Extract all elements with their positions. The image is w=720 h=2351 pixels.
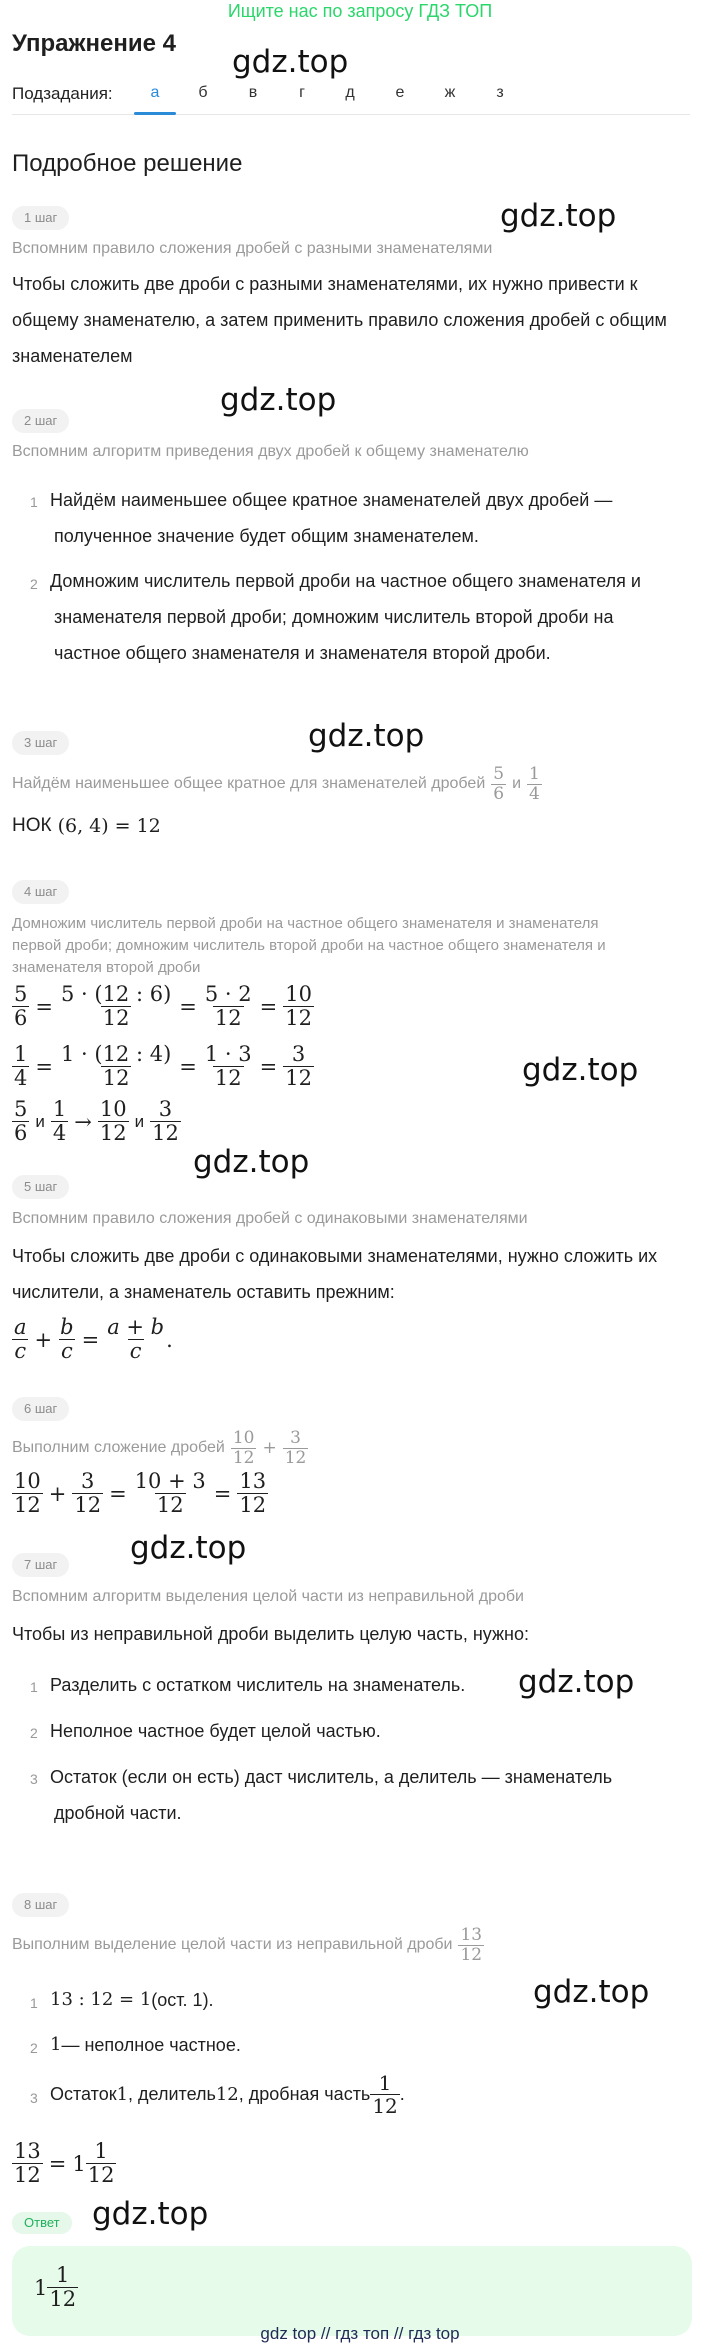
denominator: 12 (214, 1006, 242, 1031)
denominator: 12 (14, 2163, 41, 2188)
plus-sign: + (262, 1438, 277, 1458)
denominator: 12 (239, 1493, 267, 1518)
tabs-divider (12, 114, 690, 115)
step-badge: 7 шаг (12, 1553, 69, 1577)
list-number: 1 (30, 494, 38, 510)
denominator: 12 (232, 1447, 255, 1468)
denominator: 12 (102, 1006, 130, 1031)
list-item-line: знаменателя первой дроби; домножим числитель второй дроби на (54, 607, 614, 627)
denominator: c (129, 1339, 142, 1364)
equals-sign: = (179, 1054, 197, 1079)
numerator: 10 (285, 982, 312, 1006)
fraction (58, 1316, 75, 1363)
mixed-number-equation (12, 2140, 116, 2187)
denominator: 6 (493, 783, 505, 804)
whole-part: 1 (72, 2151, 86, 2176)
equals-sign: = (213, 1481, 232, 1506)
denominator: 12 (14, 1493, 41, 1518)
step-subtitle-line: первой дроби; домножим числитель второй дроби на частное общего знаменателя и (12, 937, 606, 954)
numerator: 3 (291, 1042, 306, 1066)
equation-row (12, 983, 314, 1030)
list-number: 3 (30, 1771, 38, 1787)
fraction (12, 983, 29, 1030)
step-subtitle-row (12, 1920, 484, 1970)
fraction (72, 1470, 103, 1517)
fraction (203, 1043, 254, 1090)
numerator: 1 (529, 763, 540, 784)
numerator: 1 (52, 1097, 67, 1121)
watermark: gdz.top (193, 1144, 310, 1180)
fraction (150, 1098, 181, 1145)
denominator: c (60, 1339, 73, 1364)
numerator: a (14, 1315, 27, 1339)
step-text-line: Чтобы из неправильной дроби выделить целую часть, нужно: (12, 1624, 529, 1644)
denominator: 12 (99, 1121, 127, 1146)
numerator: 3 (158, 1097, 173, 1121)
watermark: gdz.top (92, 2196, 209, 2232)
list-item-line: полученное значение будет общим знаменателем. (54, 526, 479, 546)
step-text-line: знаменателем (12, 346, 133, 366)
fraction (12, 1316, 29, 1363)
equals-sign: = (179, 994, 197, 1019)
equation-row (12, 1043, 314, 1090)
fraction (231, 1429, 257, 1467)
denominator: 12 (49, 2287, 77, 2312)
step-subtitle: Вспомним правило сложения дробей с одинаковыми знаменателями (12, 1210, 528, 1227)
denominator: 4 (14, 1066, 28, 1091)
fraction (105, 1316, 166, 1363)
numerator: 1 (14, 1042, 28, 1066)
step-subtitle: Выполним сложение дробей (12, 1439, 225, 1456)
period: . (399, 2084, 405, 2104)
fraction (491, 765, 506, 803)
plus-sign: + (48, 1481, 67, 1506)
arrow-sign: → (74, 1109, 92, 1134)
conjunction: и (512, 775, 522, 792)
numerator: 10 (14, 1469, 41, 1493)
watermark: gdz.top (500, 198, 617, 234)
equals-sign: = (35, 1054, 53, 1079)
denominator: 12 (102, 1066, 130, 1091)
step-subtitle: Найдём наименьшее общее кратное для знаменателей дробей (12, 775, 486, 792)
addition-equation (12, 1470, 268, 1517)
plus-sign: + (34, 1327, 53, 1352)
numerator: 13 (14, 2139, 41, 2163)
step-badge: 1 шаг (12, 206, 69, 230)
footer-links[interactable]: gdz top // гдз топ // гдз top (260, 2324, 460, 2343)
solution-title: Подробное решение (12, 150, 243, 177)
list-item-line: Найдём наименьшее общее кратное знаменателей двух дробей — (50, 490, 613, 510)
conjunction: и (134, 1111, 145, 1131)
fraction (527, 765, 542, 803)
numerator: 13 (239, 1469, 267, 1493)
step-badge: 6 шаг (12, 1397, 69, 1421)
numerator: 5 (493, 763, 505, 784)
list-number: 2 (30, 1725, 38, 1741)
fraction (237, 1470, 268, 1517)
step-text-line: Чтобы сложить две дроби с одинаковыми знаменателями, нужно сложить их (12, 1246, 658, 1266)
numerator: 13 (460, 1924, 483, 1945)
step-badge: 2 шаг (12, 409, 69, 433)
list-item-line (50, 2027, 241, 2063)
sum-formula (12, 1316, 173, 1363)
watermark: gdz.top (522, 1052, 639, 1088)
list-item-line: Остаток (если он есть) даст числитель, а делитель — знаменатель (50, 1767, 613, 1787)
denominator: 12 (152, 1121, 179, 1146)
divisor-value: 12 (215, 2084, 239, 2105)
list-number: 3 (30, 2090, 38, 2106)
active-tab-indicator (134, 112, 176, 115)
lcm-result: 12 (136, 815, 161, 837)
equals-sign: = (48, 2151, 67, 2176)
step-subtitle-row (12, 760, 542, 808)
list-number: 2 (30, 576, 38, 592)
tab-a[interactable]: а (150, 84, 160, 101)
list-item-line: Разделить с остатком числитель на знаменатель. (50, 1675, 466, 1695)
list-item-line: дробной части. (54, 1803, 182, 1823)
numerator: 1 · (12 : 4) (60, 1042, 172, 1066)
fraction (86, 2140, 117, 2187)
page-title: Упражнение 4 (12, 30, 176, 57)
tab-e[interactable]: е (395, 84, 405, 101)
numerator: 3 (290, 1427, 301, 1448)
step-text-line: общему знаменателю, а затем применить правило сложения дробей с общим (12, 310, 667, 330)
numerator: 10 + 3 (134, 1469, 206, 1493)
list-item-line: Домножим числитель первой дроби на частное общего знаменателя и (50, 571, 641, 591)
division-expression: 13 : 12 = 1 (50, 1989, 152, 2010)
fraction (59, 983, 173, 1030)
step-badge: 5 шаг (12, 1175, 69, 1199)
fraction (12, 1043, 29, 1090)
numerator: 5 (14, 1097, 28, 1121)
equals-sign: = (81, 1327, 100, 1352)
step-subtitle-line: знаменателя второй дроби (12, 959, 201, 976)
step-text-line: Чтобы сложить две дроби с разными знаменателями, их нужно привести к (12, 274, 638, 294)
step-badge: 4 шаг (12, 880, 69, 904)
denominator: 12 (214, 1066, 242, 1091)
fraction (51, 1098, 68, 1145)
fraction (98, 1098, 129, 1145)
denominator: 12 (156, 1493, 184, 1518)
equation-row (12, 1098, 181, 1145)
fraction (12, 1098, 29, 1145)
denominator: 6 (14, 1121, 28, 1146)
list-item-line: Неполное частное будет целой частью. (50, 1721, 381, 1741)
denominator: 12 (285, 1006, 312, 1031)
tab-z[interactable]: з (496, 84, 504, 101)
denominator: 12 (284, 1447, 307, 1468)
step-text-line: числители, а знаменатель оставить прежним: (12, 1282, 395, 1302)
search-banner[interactable]: Ищите нас по запросу ГДЗ ТОП (227, 1, 493, 21)
numerator: 1 (94, 2139, 108, 2163)
watermark: gdz.top (220, 382, 337, 418)
list-item-line (50, 1982, 214, 2018)
numerator: 5 (14, 982, 28, 1006)
denominator: 12 (285, 1066, 312, 1091)
denominator: 12 (460, 1944, 483, 1965)
step-subtitle-row (12, 1424, 308, 1472)
list-text: Остаток (50, 2084, 117, 2104)
equals-sign: = (109, 1481, 127, 1506)
step-subtitle: Вспомним правило сложения дробей с разными знаменателями (12, 240, 493, 257)
numerator: 1 · 3 (204, 1042, 252, 1066)
tab-b[interactable]: б (198, 84, 208, 101)
quotient-note: — неполное частное. (61, 2035, 241, 2055)
list-number: 2 (30, 2040, 38, 2056)
denominator: 12 (372, 2094, 398, 2118)
watermark: gdz.top (518, 1664, 635, 1700)
list-text: , дробная часть (238, 2084, 371, 2104)
answer-box (12, 2246, 692, 2336)
list-item-line (50, 2072, 405, 2117)
equals-sign: = (35, 994, 53, 1019)
numerator: 5 · 2 (204, 982, 252, 1006)
watermark: gdz.top (533, 1974, 650, 2010)
lcm-args: (6, 4) (57, 815, 109, 837)
period: . (166, 1327, 173, 1352)
denominator: 6 (14, 1006, 28, 1031)
lcm-label: НОК (12, 815, 52, 836)
step-subtitle: Вспомним алгоритм выделения целой части из неправильной дроби (12, 1588, 524, 1605)
numerator: b (60, 1315, 74, 1339)
step-subtitle: Вспомним алгоритм приведения двух дробей к общему знаменателю (12, 443, 529, 460)
fraction (283, 1429, 309, 1467)
denominator: 12 (74, 1493, 102, 1518)
fraction (283, 983, 314, 1030)
numerator: 10 (99, 1097, 127, 1121)
step-subtitle: Выполним выделение целой части из неправильной дроби (12, 1936, 453, 1953)
quotient-value: 1 (50, 2034, 62, 2055)
numerator: 1 (56, 2263, 70, 2287)
fraction (47, 2264, 78, 2311)
fraction (203, 983, 254, 1030)
equals-sign: = (114, 815, 131, 837)
step-badge: 3 шаг (12, 731, 69, 755)
denominator: 4 (529, 783, 540, 804)
remainder-note: (ост. 1). (151, 1990, 214, 2010)
whole-part: 1 (34, 2275, 48, 2300)
list-number: 1 (30, 1679, 38, 1695)
fraction (283, 1043, 314, 1090)
fraction (12, 1470, 43, 1517)
equals-sign: = (259, 994, 278, 1019)
denominator: 12 (87, 2163, 115, 2188)
watermark: gdz.top (232, 44, 349, 80)
subtasks-label: Подзадания: (12, 84, 113, 103)
list-text: , делитель (128, 2084, 216, 2104)
numerator: 3 (81, 1469, 95, 1493)
numerator: 10 (232, 1427, 255, 1448)
numerator: a + b (107, 1315, 165, 1339)
tab-d[interactable]: д (345, 84, 355, 101)
numerator: 1 (378, 2071, 392, 2095)
answer-badge: Ответ (12, 2212, 72, 2234)
tab-zh[interactable]: ж (444, 84, 456, 101)
denominator: 4 (52, 1121, 67, 1146)
fraction (12, 2140, 43, 2187)
denominator: c (14, 1339, 27, 1364)
fraction (370, 2072, 399, 2117)
watermark: gdz.top (130, 1530, 247, 1566)
tab-v[interactable]: в (248, 84, 258, 101)
conjunction: и (35, 1111, 45, 1131)
fraction (133, 1470, 208, 1517)
step-subtitle-line: Домножим числитель первой дроби на частное общего знаменателя и знаменателя (12, 915, 599, 932)
watermark: gdz.top (308, 718, 425, 754)
list-item-line: частное общего знаменателя и знаменателя второй дроби. (54, 643, 551, 663)
equals-sign: = (259, 1054, 278, 1079)
lcm-expression (12, 815, 161, 837)
fraction (458, 1926, 484, 1964)
remainder-value: 1 (116, 2084, 129, 2105)
numerator: 5 · (12 : 6) (60, 982, 172, 1006)
answer-value (34, 2264, 78, 2311)
list-number: 1 (30, 1995, 38, 2011)
fraction (59, 1043, 173, 1090)
step-badge: 8 шаг (12, 1893, 69, 1917)
tab-g[interactable]: г (299, 84, 305, 101)
